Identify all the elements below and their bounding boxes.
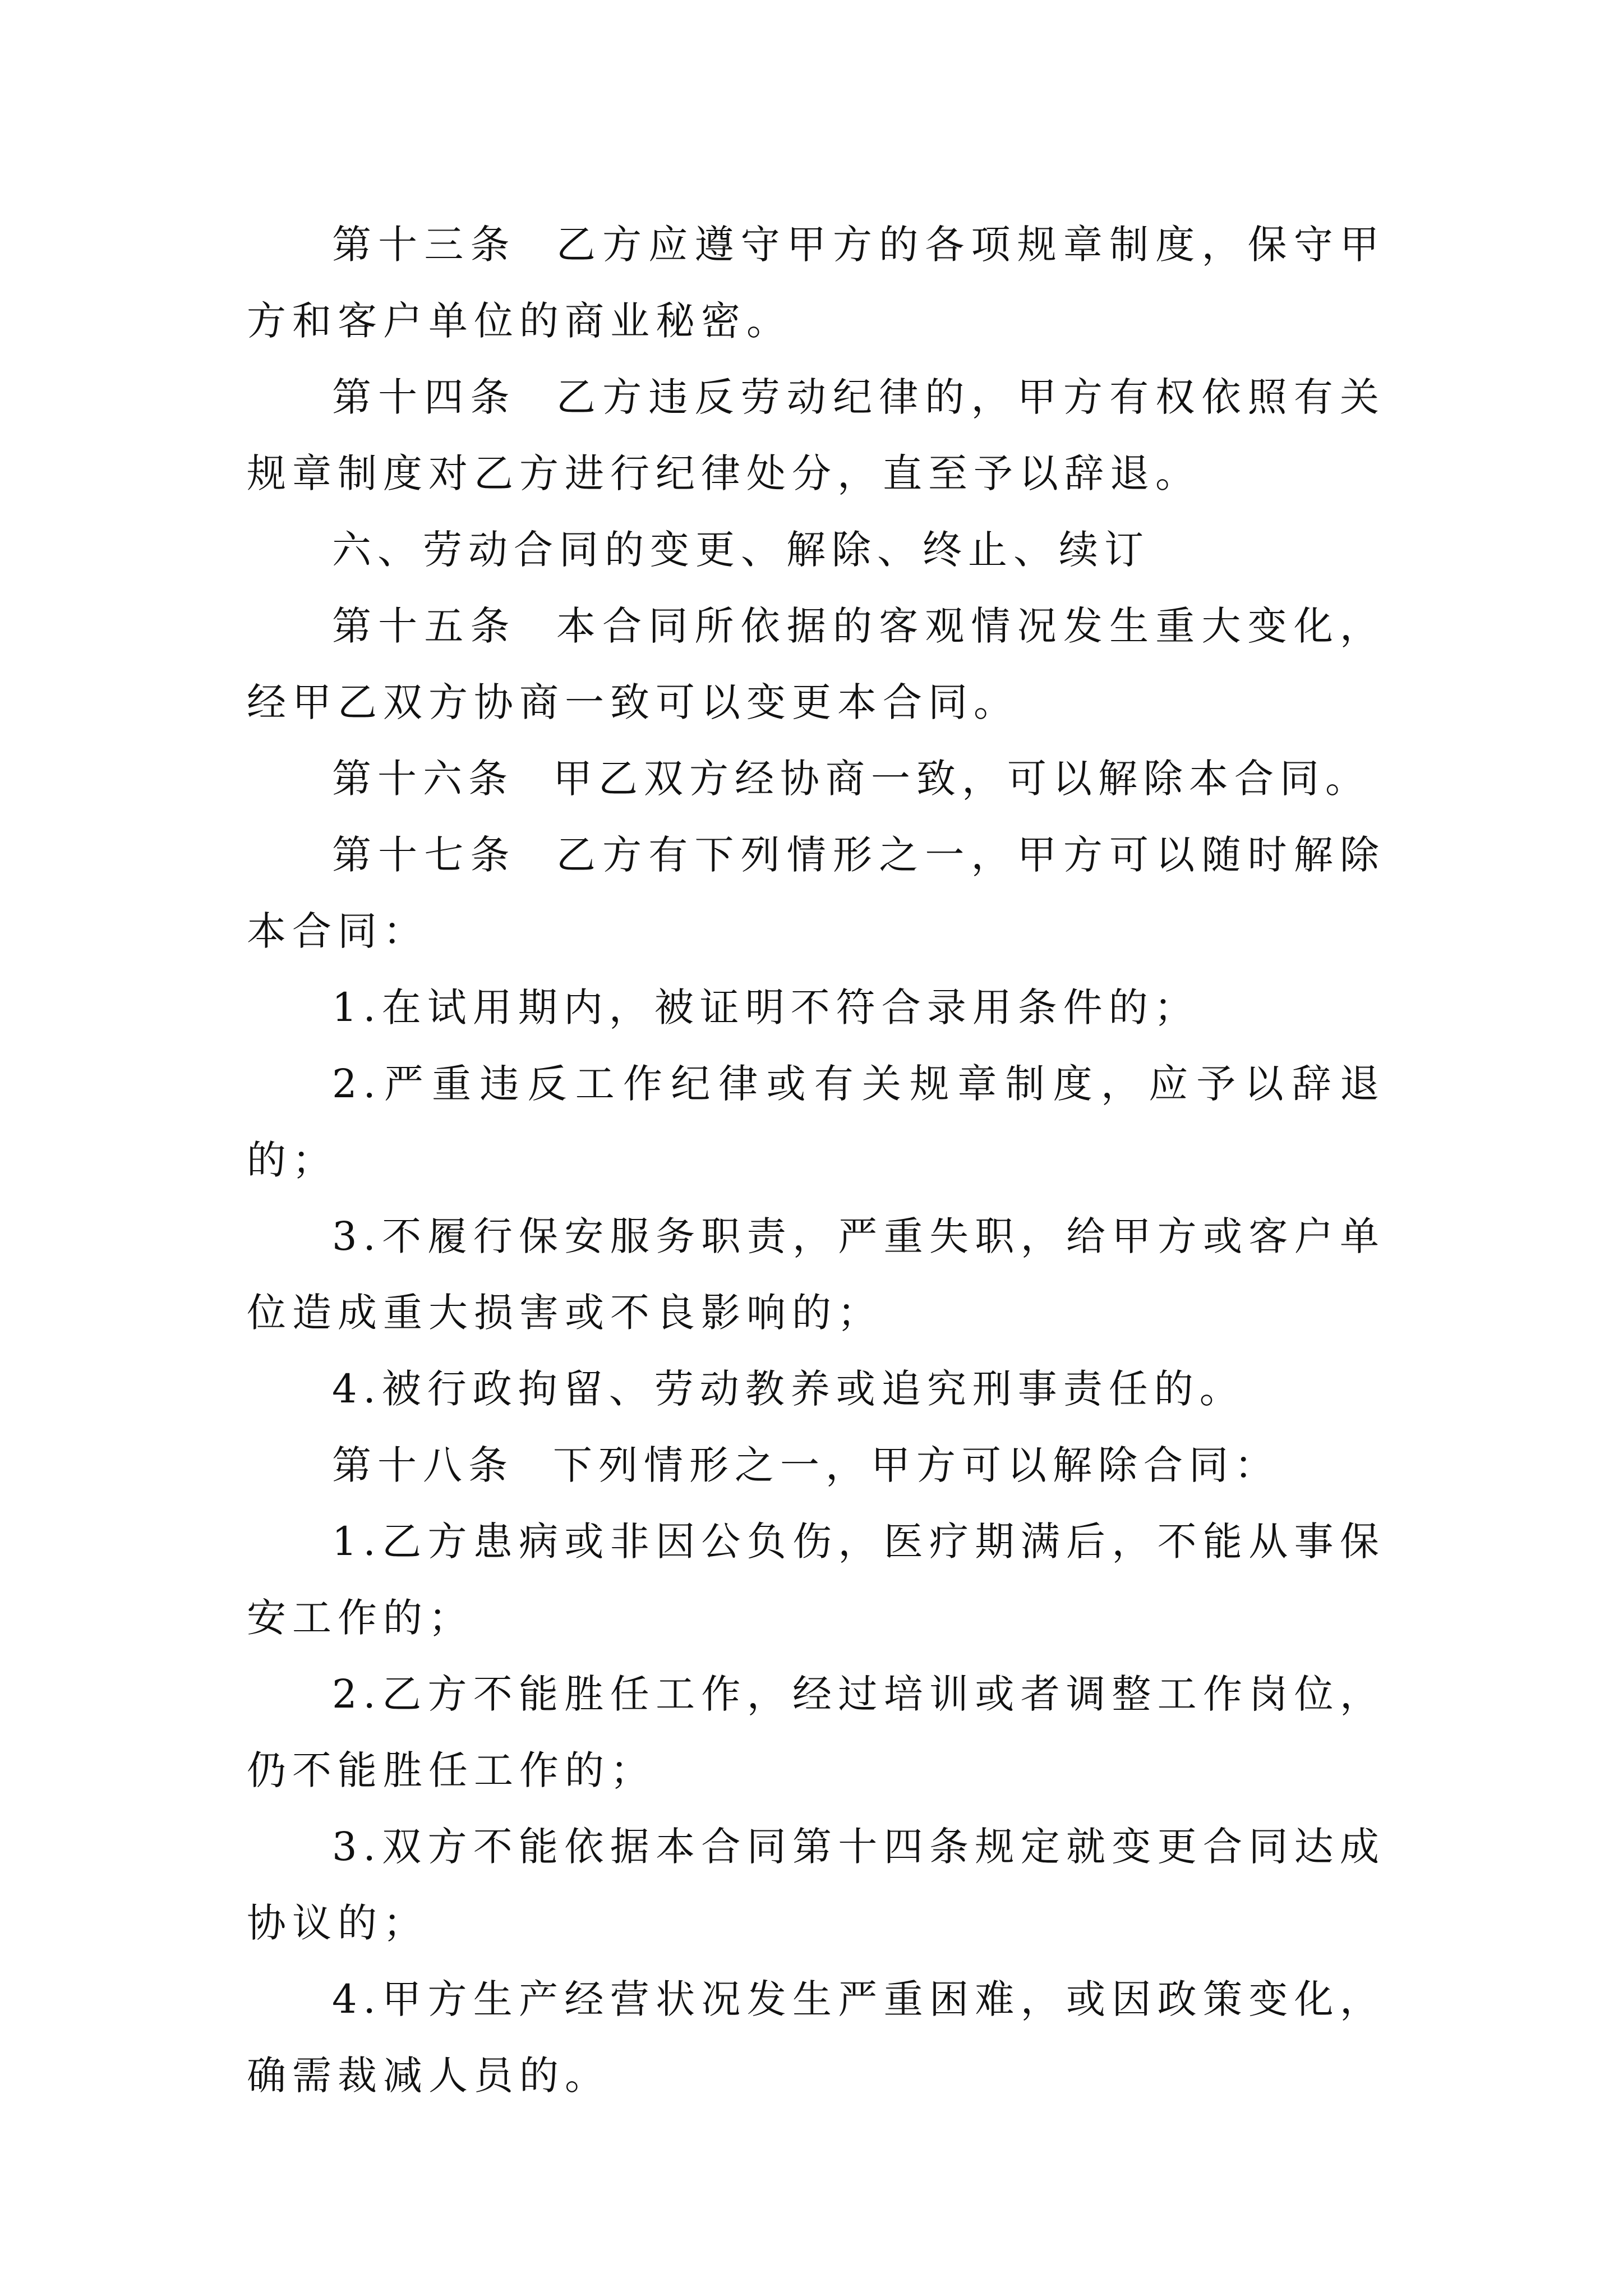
article-text: 乙方违反劳动纪律的，甲方有权依照有关规章制度对乙方进行纪律处分，直至予以辞退。	[247, 374, 1386, 496]
list-item	[247, 969, 1385, 1046]
article-number: 第十六条	[332, 756, 514, 802]
article-text: 本合同所依据的客观情况发生重大变化，经甲乙双方协商一致可以变更本合同。	[247, 603, 1386, 725]
article-text: 甲乙双方经协商一致，可以解除本合同。	[553, 756, 1371, 802]
article-17	[247, 817, 1385, 969]
article-number: 第十七条	[332, 832, 517, 878]
article-text: 下列情形之一，甲方可以解除合同：	[553, 1442, 1280, 1488]
article-number: 第十四条	[332, 374, 517, 420]
list-item	[247, 1351, 1385, 1427]
section-heading-6	[247, 512, 1385, 588]
section-heading-text: 六、劳动合同的变更、解除、终止、续订	[332, 527, 1150, 573]
list-item-text: 2.乙方不能胜任工作，经过培训或者调整工作岗位，仍不能胜任工作的；	[247, 1671, 1385, 1793]
list-item-text: 1.在试用期内，被证明不符合录用条件的；	[332, 984, 1200, 1030]
article-number: 第十三条	[332, 222, 517, 268]
list-item-text: 4.甲方生产经营状况发生严重困难，或因政策变化，确需裁减人员的。	[247, 1976, 1385, 2099]
article-text: 乙方应遵守甲方的各项规章制度，保守甲方和客户单位的商业秘密。	[247, 222, 1386, 344]
list-item	[247, 1046, 1385, 1198]
article-15	[247, 588, 1385, 740]
list-item	[247, 1503, 1385, 1656]
list-item	[247, 1809, 1385, 1961]
list-item-text: 3.双方不能依据本合同第十四条规定就变更合同达成协议的；	[247, 1824, 1385, 1946]
article-13	[247, 206, 1385, 359]
list-item-text: 2.严重违反工作纪律或有关规章制度，应予以辞退的；	[247, 1061, 1385, 1183]
list-item-text: 4.被行政拘留、劳动教养或追究刑事责任的。	[332, 1366, 1245, 1412]
list-item	[247, 1656, 1385, 1809]
list-item	[247, 1961, 1385, 2114]
list-item	[247, 1198, 1385, 1351]
article-16	[247, 740, 1385, 817]
article-18	[247, 1427, 1385, 1503]
article-14	[247, 359, 1385, 512]
article-text: 乙方有下列情形之一，甲方可以随时解除本合同：	[247, 832, 1386, 954]
article-number: 第十五条	[332, 603, 517, 649]
list-item-text: 1.乙方患病或非因公负伤，医疗期满后，不能从事保安工作的；	[247, 1519, 1385, 1641]
article-number: 第十八条	[332, 1442, 514, 1488]
contract-body	[247, 206, 1385, 2114]
list-item-text: 3.不履行保安服务职责，严重失职，给甲方或客户单位造成重大损害或不良影响的；	[247, 1213, 1385, 1336]
